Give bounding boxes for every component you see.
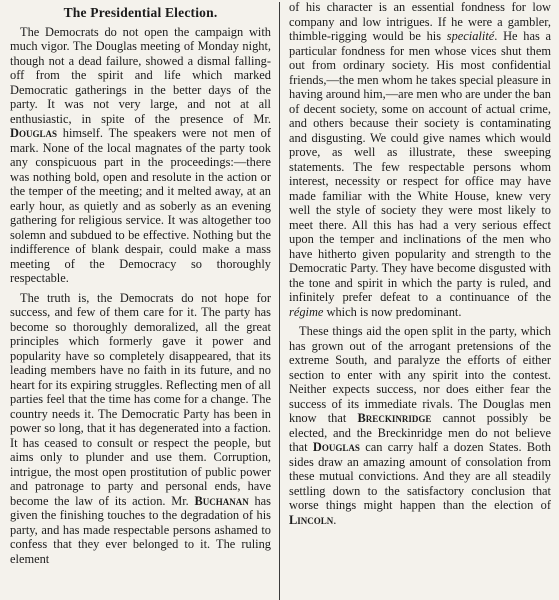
- paragraph-2: [10, 291, 271, 567]
- paragraph-4-end: .: [333, 512, 337, 527]
- name-douglas: Douglas: [10, 126, 57, 140]
- paragraph-4: [289, 324, 551, 527]
- name-buchanan: Buchanan: [194, 493, 249, 508]
- name-breckinridge: Breckinridge: [357, 411, 432, 425]
- paragraph-4-text: These things aid the open split in the party, which has grown out of the arrogant pretensions of the extreme South, and paralyze the efforts of either section to enter with any spirit into the contest. Neither expects success, nor does either fear the success of its immediate rivals. The Douglas men know that: [289, 324, 551, 425]
- article-column-right: [280, 0, 559, 600]
- paragraph-2-text: The truth is, the Democrats do not hope for success, and few of them care for it. The party has become so thoroughly demoralized, all the great principles which formerly gave it power and popularity have so completely disappeared, that its leading members have no faith in its future, and no heart for its expiring struggles. Reflecting men of all parties feel that the time has come for a change. The country needs it. The Democratic Party has been in power so long, that it has degenerated into a faction. It has ceased to consult or respect the people, but aims only to plunder and use them. Corruption, intrigue, the most open prostitution of public power and patronage to party and personal ends, have become the law of its action. Mr.: [10, 290, 271, 508]
- name-lincoln: Lincoln: [289, 512, 334, 527]
- article-column-left: [0, 0, 279, 600]
- paragraph-2-continued: [289, 0, 551, 319]
- paragraph-1: [10, 25, 271, 286]
- paragraph-3-text: of his character is an essential fondness for low company and low intrigues. If he were a gambler, thimble-rigging would be his: [289, 0, 551, 43]
- paragraph-3-rest: . He has a particular fondness for men whose vices shut them out from ordinary society. His most confidential friends,—the men whom he takes special pleasure in having around him,—are men who are under the ban of decent society, some on account of actual crime, and others because their society is contaminating and disgusting. We could give names which would prove, as well as illustrate, these sweeping statements. The few respectable persons whom interest, necessity or respect for office may have made familiar with the White House, knew very well the style of society they were most likely to meet there. All this has had a very serious effect upon the temper and inclinations of the men who have hitherto given popularity and strength to the Democratic Party. They have become disgusted with the tone and spirit in which the party is ruled, and infinitely prefer defeat to a continuance of the: [289, 29, 551, 304]
- paragraph-4-rest: can carry half a dozen States. Both sides draw an amazing amount of consolation from these mutual convictions. And they are all steadily settling down to the satisfactory conclusion that worse things might happen than the election of: [289, 440, 551, 512]
- article-title: The Presidential Election.: [63, 5, 218, 20]
- word-regime: régime: [289, 304, 324, 319]
- name-douglas-2: Douglas: [312, 440, 360, 454]
- paragraph-2-rest: has given the finishing touches to the degradation of his party, and has made respectable persons ashamed to confess that they ever belonged to it. The ruling element: [10, 493, 271, 566]
- paragraph-4-mid: cannot possibly be elected, and the Breckinridge men do not believe that: [289, 411, 551, 454]
- word-specialite: specialité: [446, 29, 495, 43]
- paragraph-3-end: which is now predominant.: [326, 304, 462, 319]
- paragraph-1-text: The Democrats do not open the campaign with much vigor. The Douglas meeting of Monday night, though not a dead failure, showed a dismal falling-off from the spirit and life which marked Democratic gatherings in the better days of the party. It was not very large, and not at all enthusiastic, in spite of the presence of Mr.: [10, 24, 271, 126]
- paragraph-1-rest: himself. The speakers were not men of mark. None of the local magnates of the party took any conspicuous part in the proceedings:—there was nothing bold, open and resolute in the action or the temper of the meeting; and it melted away, at an early hour, as quietly and as soberly as an evening gathering for religious service. It was altogether too solemn and subdued to be effective. Nothing but the indifference of blank despair, could make a mass meeting of the Democracy so thoroughly respectable.: [10, 126, 271, 285]
